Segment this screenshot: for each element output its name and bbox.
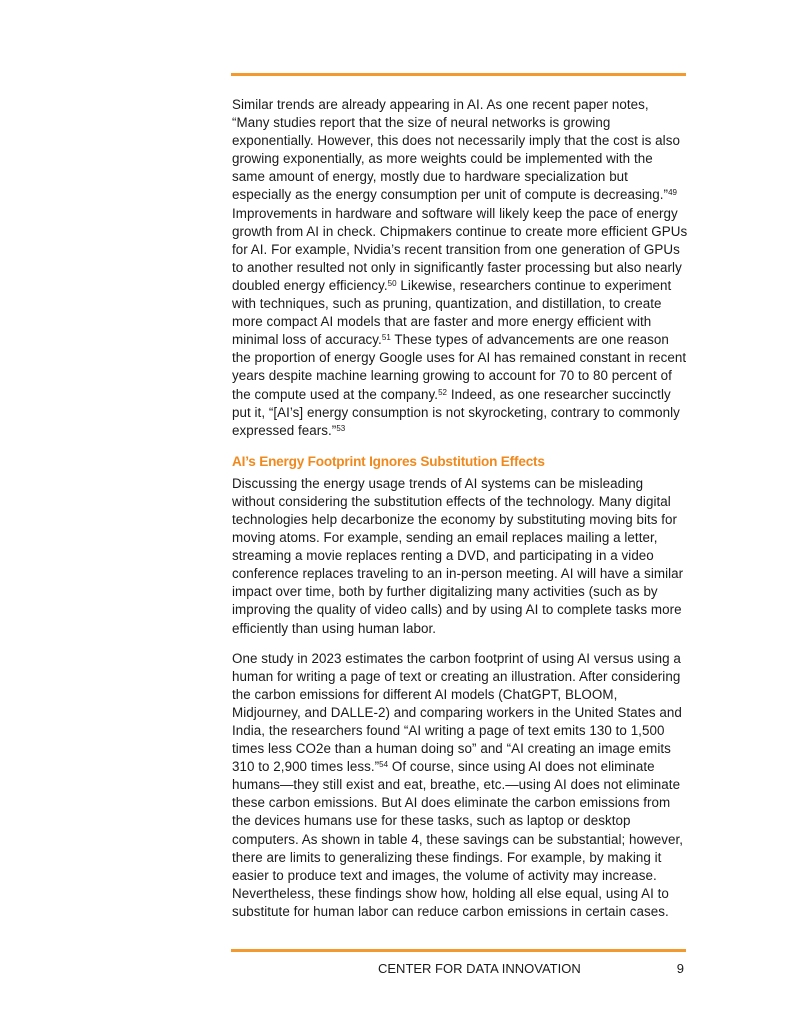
page-number: 9 <box>676 961 684 976</box>
paragraph-1-text-4: These types of advancements are one reason the proportion of energy Google uses for AI has remained constant in recent years despite machine learning growing to account for 70 to 80 percent of the compute used at the company. <box>232 332 687 402</box>
footer-organization: CENTER FOR DATA INNOVATION <box>378 961 581 976</box>
paragraph-2: Discussing the energy usage trends of AI systems can be misleading without considering the substitution effects of the technology. Many digital technologies help decarbonize the economy by substituting moving bits for moving atoms. For example, sending an email replaces mailing a letter, streaming a movie replaces renting a DVD, and participating in a video conference replaces traveling to an in-person meeting. AI will have a similar impact over time, both by further digitalizing many activities (such as by improving the quality of video calls) and by using AI to complete tasks more efficiently than using human labor. <box>232 475 684 636</box>
paragraph-1-text-2: Improvements in hardware and software will likely keep the pace of energy growth from AI in check. Chipmakers continue to create more efficient GPUs for AI. For example, Nvidia’s recent transition from one generation of GPUs to another resulted not only in significantly faster processing but also nearly doubled energy efficiency. <box>232 205 688 293</box>
paragraph-3 <box>232 650 688 921</box>
paragraph-3-text-1: One study in 2023 estimates the carbon footprint of using AI versus using a human for writing a page of text or creating an illustration. After considering the carbon emissions for different AI models (ChatGPT, BLOOM, Midjourney, and DALLE-2) and comparing workers in the United States and India, the researchers found “AI writing a page of text emits 130 to 1,500 times less CO2e than a human doing so” and “AI creating an image emits 310 to 2,900 times less.” <box>232 650 682 775</box>
paragraph-1 <box>232 96 688 440</box>
section-heading: AI’s Energy Footprint Ignores Substitution Effects <box>232 453 545 469</box>
paragraph-1-text-1: Similar trends are already appearing in AI. As one recent paper notes, “Many studies report that the size of neural networks is growing exponentially. However, this does not necessarily imply that the cost is also growing exponentially, as more weights could be implemented with the same amount of energy, mostly due to hardware specialization but especially as the energy consumption per unit of compute is decreasing.” <box>232 97 680 203</box>
paragraph-1-text-3: Likewise, researchers continue to experiment with techniques, such as pruning, quantization, and distillation, to create more compact AI models that are faster and more energy efficient with minimal loss of accuracy. <box>232 277 672 348</box>
footnote-ref-51[interactable]: 51 <box>381 333 391 343</box>
paragraph-3-text-2: Of course, since using AI does not eliminate humans—they still exist and eat, breathe, etc.—using AI does not eliminate these carbon emissions. But AI does eliminate the carbon emissions from the devices humans use for these tasks, such as laptop or desktop computers. As shown in table 4, these savings can be substantial; however, there are limits to generalizing these findings. For example, by making it easier to produce text and images, the volume of activity may increase. Nevertheless, these findings show how, holding all else equal, using AI to substitute for human labor can reduce carbon emissions in certain cases. <box>232 759 684 919</box>
footnote-ref-50[interactable]: 50 <box>387 278 397 288</box>
paragraph-1-text-5: Indeed, as one researcher succinctly put it, “[AI’s] energy consumption is not skyrocketing, contrary to commonly expressed fears.” <box>232 386 680 438</box>
footnote-ref-52[interactable]: 52 <box>438 387 448 397</box>
body-column <box>232 96 688 921</box>
header-rule <box>231 73 686 76</box>
footnote-ref-49[interactable]: 49 <box>668 188 678 198</box>
footer-rule <box>231 949 686 952</box>
footnote-ref-53[interactable]: 53 <box>336 423 346 433</box>
footnote-ref-54[interactable]: 54 <box>379 760 389 770</box>
